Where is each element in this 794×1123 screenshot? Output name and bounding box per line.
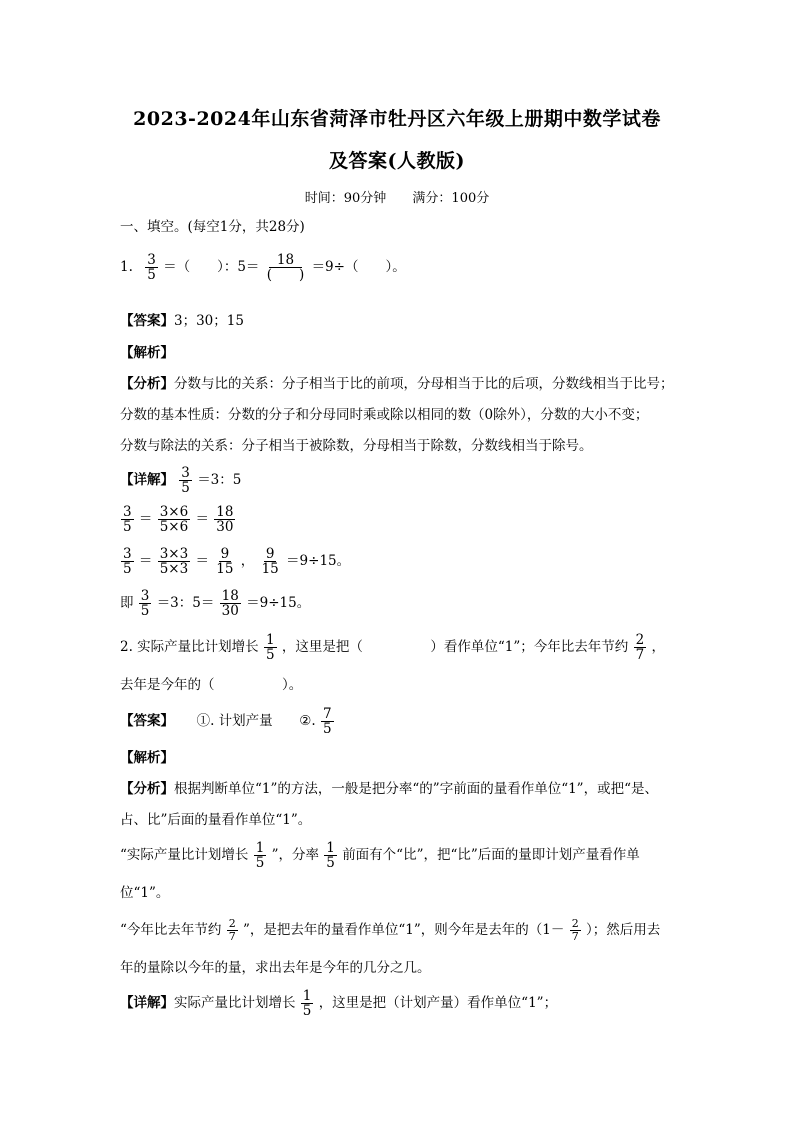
- fraction: $\frac{2}{7}$: [635, 631, 645, 663]
- question-number: 1.: [120, 259, 133, 275]
- detail-1-line3: $\frac{3}{5}$ ＝ $\frac{3\times 3}{5\times 3}$ ＝ $\frac{9}{15}$ ， $\frac{9}{15}$ ＝9÷15。: [123, 545, 351, 577]
- detail-1-line4: 即 $\frac{3}{5}$ ＝3：5＝ $\frac{18}{30}$ ＝9÷15。: [120, 587, 311, 619]
- fraction: $\frac{3\times 3}{5\times 3}$: [159, 545, 189, 577]
- doc-title-line1: 2023-2024年山东省菏泽市牡丹区六年级上册期中数学试卷: [133, 108, 661, 130]
- fraction: $\frac{7}{5}$: [322, 705, 332, 737]
- detail-1-line1: 【详解】 $\frac{3}{5}$ ＝3：5: [120, 464, 242, 496]
- fraction: $\frac{2}{7}$: [571, 917, 579, 943]
- section-heading: 一、填空。(每空1分，共28分): [120, 219, 305, 235]
- para-a-line1: “实际产量比计划增长 $\frac{1}{5}$ ”，分率 $\frac{1}{5}$ 前面有个“比”，把“比”后面的量即计划产量看作单: [120, 839, 640, 871]
- fenxi-2-line1: 【分析】根据判断单位“1”的方法，一般是把分率“的”字前面的量看作单位“1”，或把“是、: [120, 781, 658, 797]
- fenxi-1-line1: 【分析】分数与比的关系：分子相当于比的前项，分母相当于比的后项，分数线相当于比号；: [120, 376, 674, 392]
- fraction: $\frac{18}{30}$: [216, 503, 234, 535]
- fraction: $\frac{1}{5}$: [265, 631, 275, 663]
- fenxi-1-line2: 分数的基本性质：分数的分子和分母同时乘或除以相同的数（0除外），分数的大小不变；: [120, 407, 649, 423]
- exam-time: 时间：90分钟: [304, 191, 387, 206]
- fraction: $\frac{18}{30}$: [221, 587, 239, 619]
- fraction: $\frac{3}{5}$: [181, 464, 190, 496]
- doc-title-line2: 及答案(人教版): [329, 150, 465, 172]
- analysis-label-2: 【解析】: [120, 750, 174, 766]
- answer-2: 【答案】 ①. 计划产量 ②. $\frac{7}{5}$: [120, 705, 332, 737]
- analysis-label-1: 【解析】: [120, 345, 174, 361]
- exam-score: 满分：100分: [412, 191, 490, 206]
- fraction: $\frac{3}{5}$: [123, 545, 132, 577]
- fraction: $\frac{3}{5}$: [147, 251, 156, 283]
- fraction: $\frac{1}{5}$: [255, 839, 265, 871]
- fraction: $\frac{1}{5}$: [326, 839, 335, 871]
- fraction-blank: $\frac{18}{( )}$: [266, 251, 305, 283]
- fraction: $\frac{3}{5}$: [140, 587, 150, 619]
- para-b-line1: “今年比去年节约 $\frac{2}{7}$ ”，是把去年的量看作单位“1”，则今年是去年的（1－ $\frac{2}{7}$ ）；然后用去: [120, 917, 661, 943]
- fraction: $\frac{9}{15}$: [261, 545, 279, 577]
- fraction: $\frac{3\times 6}{5\times 6}$: [159, 503, 189, 535]
- answer-1: 【答案】3；30；15: [120, 313, 244, 329]
- question-2: 2. 实际产量比计划增长 $\frac{1}{5}$ ，这里是把（ ）看作单位“1”；今年比去年节约 $\frac{2}{7}$ ，: [120, 631, 665, 663]
- para-b-line2: 年的量除以今年的量，求出去年是今年的几分之几。: [120, 960, 431, 976]
- detail-2-line1: 【详解】实际产量比计划增长 $\frac{1}{5}$ ，这里是把（计划产量）看作单位“1”；: [120, 987, 558, 1019]
- para-a-line2: 位“1”。: [120, 885, 170, 901]
- fraction: $\frac{3}{5}$: [123, 503, 132, 535]
- exam-info: [80, 187, 714, 206]
- fenxi-2-line2: 占、比”后面的量看作单位“1”。: [120, 812, 312, 828]
- fraction: $\frac{9}{15}$: [216, 545, 234, 577]
- question-1: 1. $\frac{3}{5}$ ＝（ ）：5＝ $\frac{18}{( )}$ ＝9÷（ ）。: [120, 251, 406, 283]
- question-2-line2: 去年是今年的（ ）。: [120, 677, 303, 693]
- fenxi-1-line3: 分数与除法的关系：分子相当于被除数，分母相当于除数，分数线相当于除号。: [120, 438, 593, 454]
- detail-1-line2: $\frac{3}{5}$ ＝ $\frac{3\times 6}{5\times 6}$ ＝ $\frac{18}{30}$: [123, 503, 234, 535]
- fraction: $\frac{2}{7}$: [228, 917, 236, 943]
- fraction: $\frac{1}{5}$: [302, 987, 312, 1019]
